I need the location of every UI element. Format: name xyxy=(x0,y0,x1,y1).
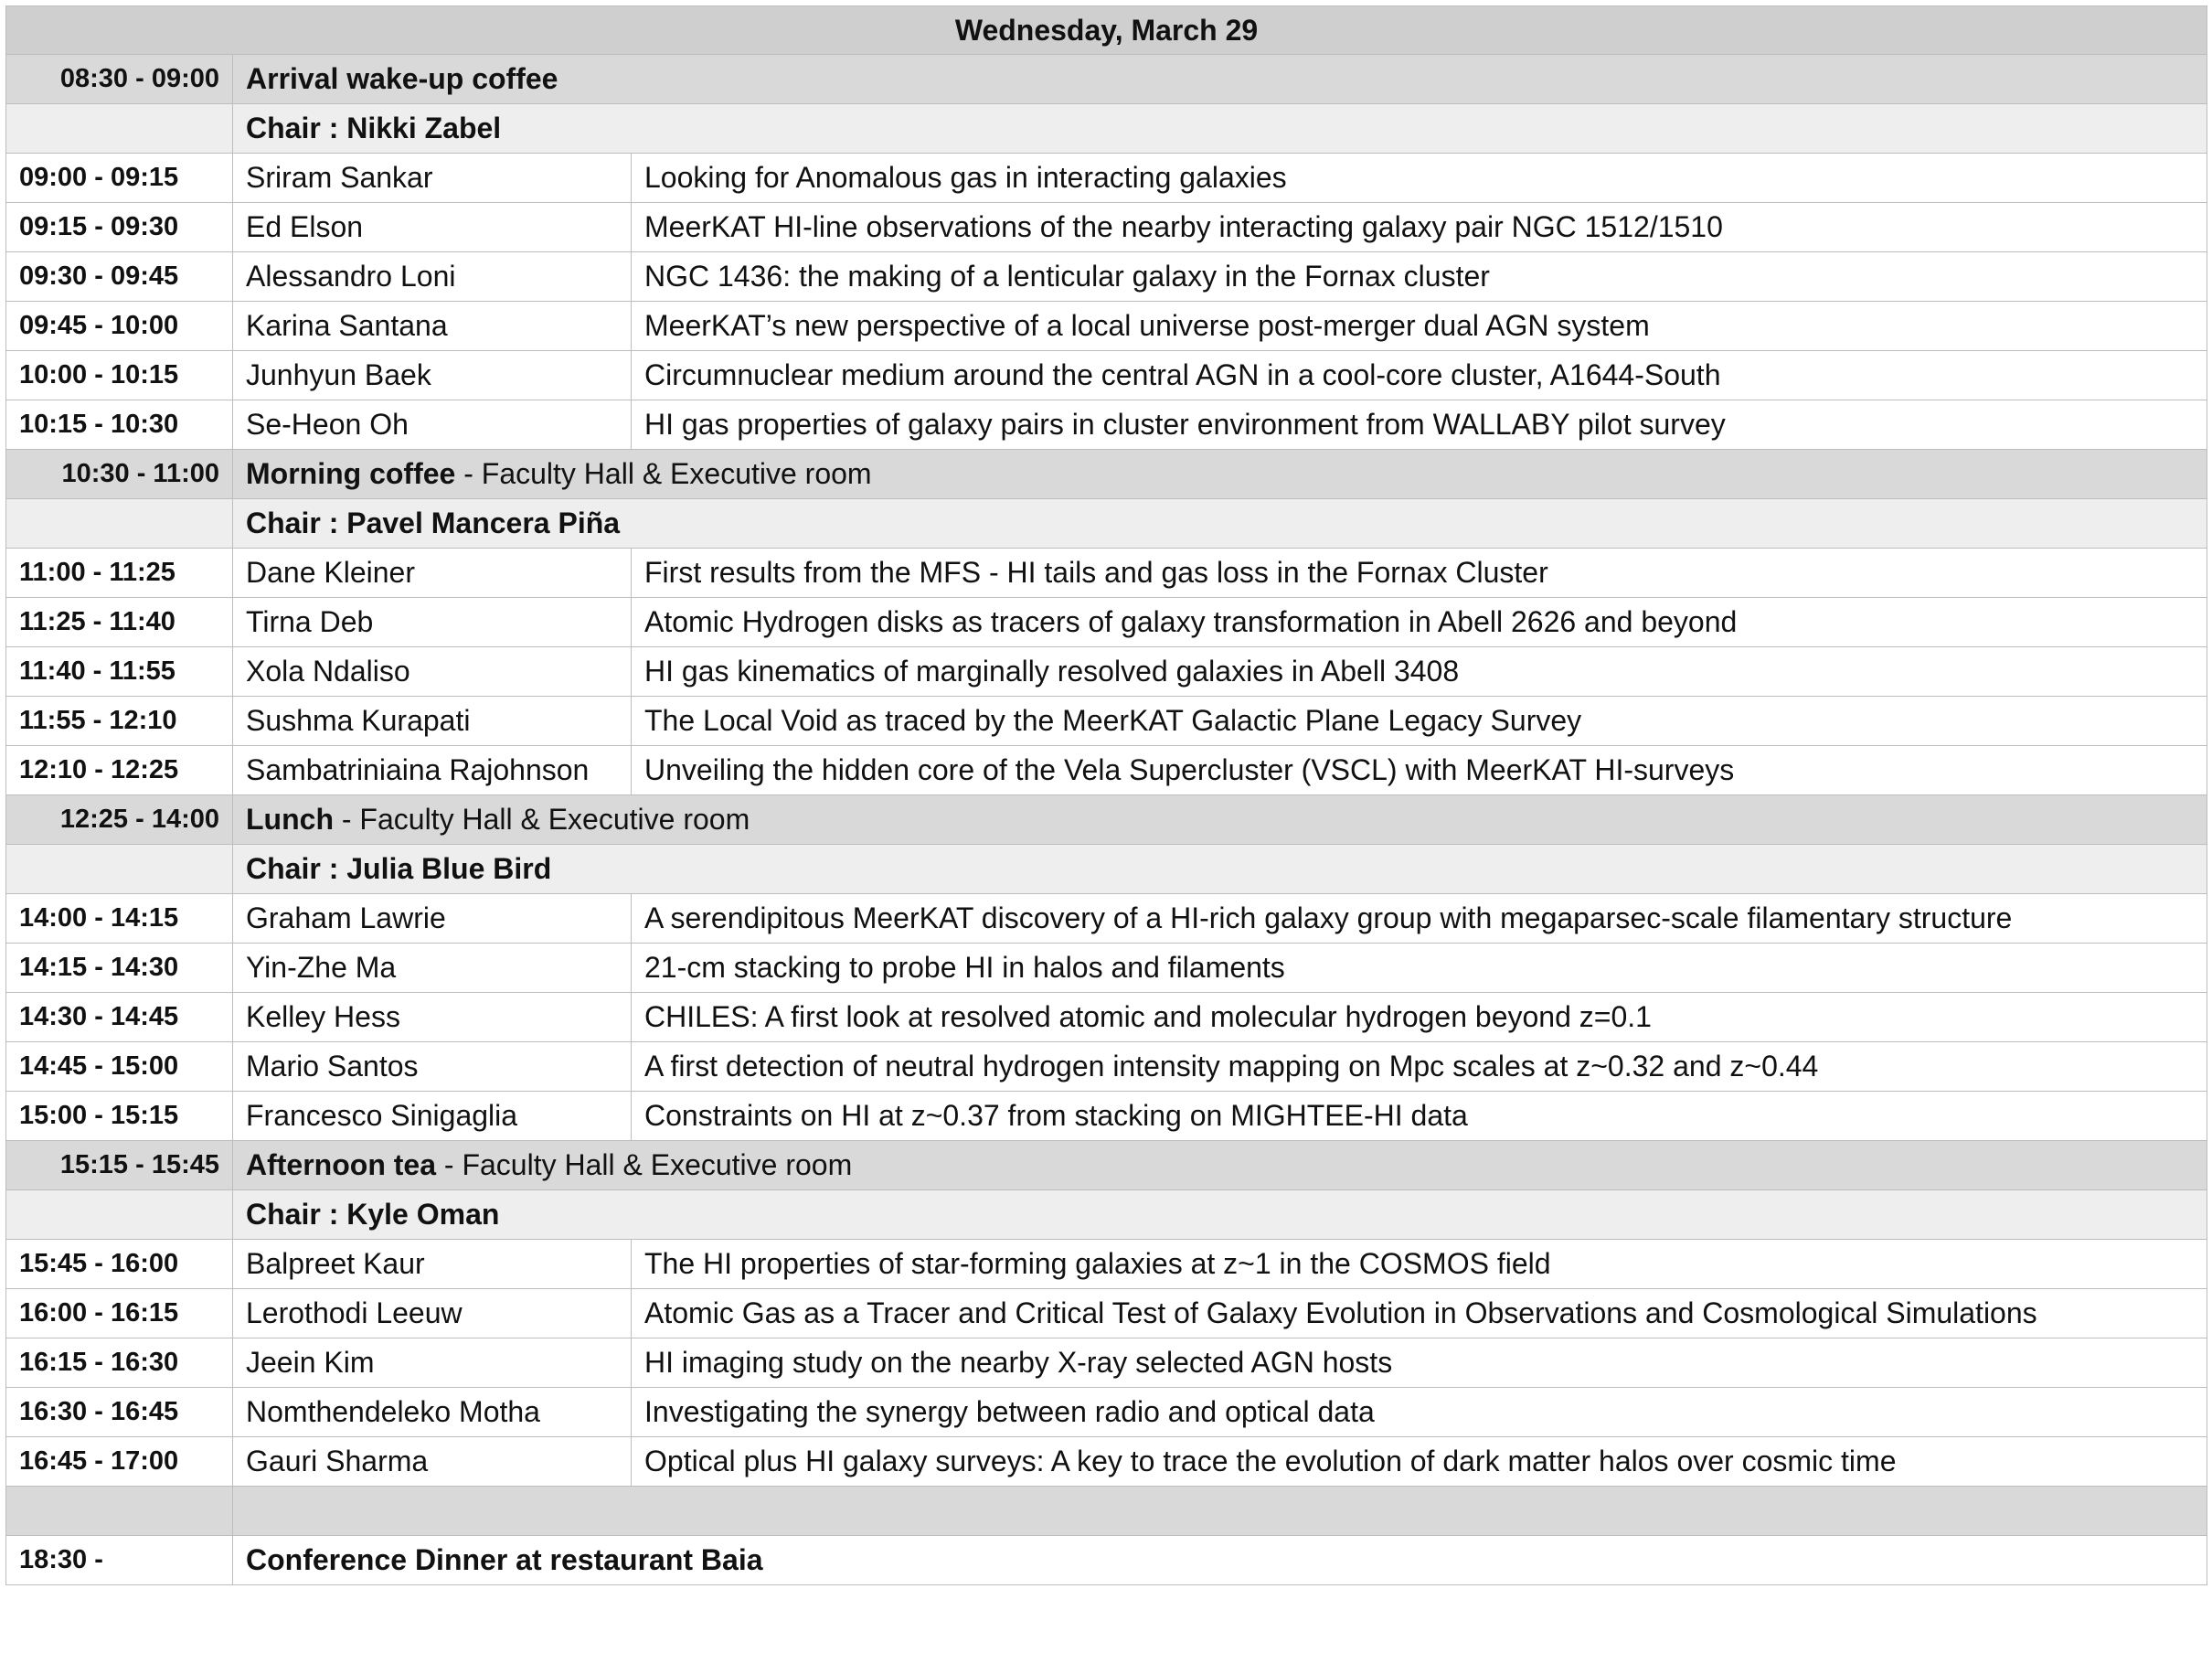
talk-speaker: Dane Kleiner xyxy=(233,549,632,598)
talk-row xyxy=(6,203,2207,252)
chair-row xyxy=(6,104,2207,154)
break-time: 08:30 - 09:00 xyxy=(6,55,233,104)
talk-row xyxy=(6,1338,2207,1388)
talk-speaker: Nomthendeleko Motha xyxy=(233,1388,632,1437)
talk-time: 11:25 - 11:40 xyxy=(6,598,233,647)
talk-row xyxy=(6,598,2207,647)
talk-title: The Local Void as traced by the MeerKAT Galactic Plane Legacy Survey xyxy=(632,697,2207,746)
talk-time: 11:00 - 11:25 xyxy=(6,549,233,598)
chair-row xyxy=(6,845,2207,894)
talk-title: A serendipitous MeerKAT discovery of a HI-rich galaxy group with megaparsec-scale filamentary structure xyxy=(632,894,2207,944)
talk-row xyxy=(6,697,2207,746)
talk-speaker: Sambatriniaina Rajohnson xyxy=(233,746,632,795)
talk-row xyxy=(6,944,2207,993)
chair-row xyxy=(6,1190,2207,1240)
talk-speaker: Yin-Zhe Ma xyxy=(233,944,632,993)
talk-speaker: Jeein Kim xyxy=(233,1338,632,1388)
break-time: 12:25 - 14:00 xyxy=(6,795,233,845)
spacer-row xyxy=(6,1487,2207,1536)
break-row xyxy=(6,450,2207,499)
talk-speaker: Karina Santana xyxy=(233,302,632,351)
day-header: Wednesday, March 29 xyxy=(6,6,2207,55)
chair-label: Chair : Pavel Mancera Piña xyxy=(233,499,2207,549)
event-row xyxy=(6,1536,2207,1585)
break-label: Morning coffee xyxy=(246,457,456,490)
talk-title: CHILES: A first look at resolved atomic and molecular hydrogen beyond z=0.1 xyxy=(632,993,2207,1042)
break-row xyxy=(6,1141,2207,1190)
talk-speaker: Gauri Sharma xyxy=(233,1437,632,1487)
talk-speaker: Se-Heon Oh xyxy=(233,400,632,450)
talk-title: Looking for Anomalous gas in interacting galaxies xyxy=(632,154,2207,203)
talk-speaker: Xola Ndaliso xyxy=(233,647,632,697)
talk-row xyxy=(6,154,2207,203)
talk-time: 16:30 - 16:45 xyxy=(6,1388,233,1437)
talk-time: 11:40 - 11:55 xyxy=(6,647,233,697)
spacer-cell xyxy=(233,1487,2207,1536)
talk-row xyxy=(6,1388,2207,1437)
talk-speaker: Alessandro Loni xyxy=(233,252,632,302)
talk-row xyxy=(6,1042,2207,1092)
break-label: Lunch xyxy=(246,803,334,836)
talk-title: Atomic Hydrogen disks as tracers of galaxy transformation in Abell 2626 and beyond xyxy=(632,598,2207,647)
schedule-table xyxy=(5,5,2207,1585)
chair-time-empty xyxy=(6,104,233,154)
talk-time: 16:15 - 16:30 xyxy=(6,1338,233,1388)
talk-row xyxy=(6,746,2207,795)
talk-row xyxy=(6,1240,2207,1289)
break-row xyxy=(6,795,2207,845)
talk-time: 16:00 - 16:15 xyxy=(6,1289,233,1338)
talk-time: 14:15 - 14:30 xyxy=(6,944,233,993)
talk-title: NGC 1436: the making of a lenticular galaxy in the Fornax cluster xyxy=(632,252,2207,302)
schedule-body xyxy=(6,6,2207,1585)
talk-time: 14:00 - 14:15 xyxy=(6,894,233,944)
talk-title: Optical plus HI galaxy surveys: A key to trace the evolution of dark matter halos over cosmic time xyxy=(632,1437,2207,1487)
talk-row xyxy=(6,1289,2207,1338)
break-cell xyxy=(233,55,2207,104)
talk-title: HI gas kinematics of marginally resolved galaxies in Abell 3408 xyxy=(632,647,2207,697)
event-time: 18:30 - xyxy=(6,1536,233,1585)
talk-row xyxy=(6,252,2207,302)
talk-speaker: Junhyun Baek xyxy=(233,351,632,400)
spacer-time xyxy=(6,1487,233,1536)
talk-speaker: Sriram Sankar xyxy=(233,154,632,203)
break-venue: - Faculty Hall & Executive room xyxy=(455,457,872,490)
talk-title: Circumnuclear medium around the central AGN in a cool-core cluster, A1644-South xyxy=(632,351,2207,400)
event-label: Conference Dinner at restaurant Baia xyxy=(233,1536,2207,1585)
talk-time: 12:10 - 12:25 xyxy=(6,746,233,795)
talk-title: Atomic Gas as a Tracer and Critical Test of Galaxy Evolution in Observations and Cosmological Simulations xyxy=(632,1289,2207,1338)
talk-time: 16:45 - 17:00 xyxy=(6,1437,233,1487)
break-label: Arrival wake-up coffee xyxy=(246,62,558,95)
chair-time-empty xyxy=(6,499,233,549)
talk-time: 10:15 - 10:30 xyxy=(6,400,233,450)
break-label: Afternoon tea xyxy=(246,1148,436,1181)
break-cell xyxy=(233,795,2207,845)
talk-title: First results from the MFS - HI tails and gas loss in the Fornax Cluster xyxy=(632,549,2207,598)
talk-speaker: Sushma Kurapati xyxy=(233,697,632,746)
talk-title: Constraints on HI at z~0.37 from stacking on MIGHTEE-HI data xyxy=(632,1092,2207,1141)
talk-row xyxy=(6,993,2207,1042)
break-venue: - Faculty Hall & Executive room xyxy=(333,803,750,836)
talk-time: 09:45 - 10:00 xyxy=(6,302,233,351)
talk-row xyxy=(6,1092,2207,1141)
talk-title: 21-cm stacking to probe HI in halos and filaments xyxy=(632,944,2207,993)
talk-time: 15:00 - 15:15 xyxy=(6,1092,233,1141)
chair-time-empty xyxy=(6,845,233,894)
talk-time: 14:30 - 14:45 xyxy=(6,993,233,1042)
talk-time: 09:30 - 09:45 xyxy=(6,252,233,302)
talk-row xyxy=(6,647,2207,697)
talk-title: MeerKAT HI-line observations of the nearby interacting galaxy pair NGC 1512/1510 xyxy=(632,203,2207,252)
talk-speaker: Mario Santos xyxy=(233,1042,632,1092)
talk-title: HI gas properties of galaxy pairs in cluster environment from WALLABY pilot survey xyxy=(632,400,2207,450)
day-header-row xyxy=(6,6,2207,55)
chair-label: Chair : Kyle Oman xyxy=(233,1190,2207,1240)
chair-label: Chair : Nikki Zabel xyxy=(233,104,2207,154)
talk-speaker: Tirna Deb xyxy=(233,598,632,647)
talk-row xyxy=(6,894,2207,944)
talk-row xyxy=(6,302,2207,351)
talk-row xyxy=(6,400,2207,450)
talk-row xyxy=(6,351,2207,400)
talk-title: Unveiling the hidden core of the Vela Supercluster (VSCL) with MeerKAT HI-surveys xyxy=(632,746,2207,795)
talk-speaker: Lerothodi Leeuw xyxy=(233,1289,632,1338)
schedule-sheet xyxy=(5,5,2207,1585)
talk-time: 09:15 - 09:30 xyxy=(6,203,233,252)
break-time: 15:15 - 15:45 xyxy=(6,1141,233,1190)
talk-time: 15:45 - 16:00 xyxy=(6,1240,233,1289)
talk-row xyxy=(6,549,2207,598)
talk-title: HI imaging study on the nearby X-ray selected AGN hosts xyxy=(632,1338,2207,1388)
break-cell xyxy=(233,450,2207,499)
talk-time: 09:00 - 09:15 xyxy=(6,154,233,203)
talk-speaker: Balpreet Kaur xyxy=(233,1240,632,1289)
talk-speaker: Kelley Hess xyxy=(233,993,632,1042)
talk-speaker: Francesco Sinigaglia xyxy=(233,1092,632,1141)
break-time: 10:30 - 11:00 xyxy=(6,450,233,499)
break-row xyxy=(6,55,2207,104)
break-venue: - Faculty Hall & Executive room xyxy=(436,1148,853,1181)
talk-row xyxy=(6,1437,2207,1487)
talk-title: A first detection of neutral hydrogen intensity mapping on Mpc scales at z~0.32 and z~0.44 xyxy=(632,1042,2207,1092)
talk-title: Investigating the synergy between radio and optical data xyxy=(632,1388,2207,1437)
talk-time: 11:55 - 12:10 xyxy=(6,697,233,746)
talk-title: The HI properties of star-forming galaxies at z~1 in the COSMOS field xyxy=(632,1240,2207,1289)
chair-row xyxy=(6,499,2207,549)
chair-label: Chair : Julia Blue Bird xyxy=(233,845,2207,894)
talk-time: 10:00 - 10:15 xyxy=(6,351,233,400)
chair-time-empty xyxy=(6,1190,233,1240)
talk-time: 14:45 - 15:00 xyxy=(6,1042,233,1092)
talk-speaker: Graham Lawrie xyxy=(233,894,632,944)
talk-speaker: Ed Elson xyxy=(233,203,632,252)
talk-title: MeerKAT’s new perspective of a local universe post-merger dual AGN system xyxy=(632,302,2207,351)
break-cell xyxy=(233,1141,2207,1190)
